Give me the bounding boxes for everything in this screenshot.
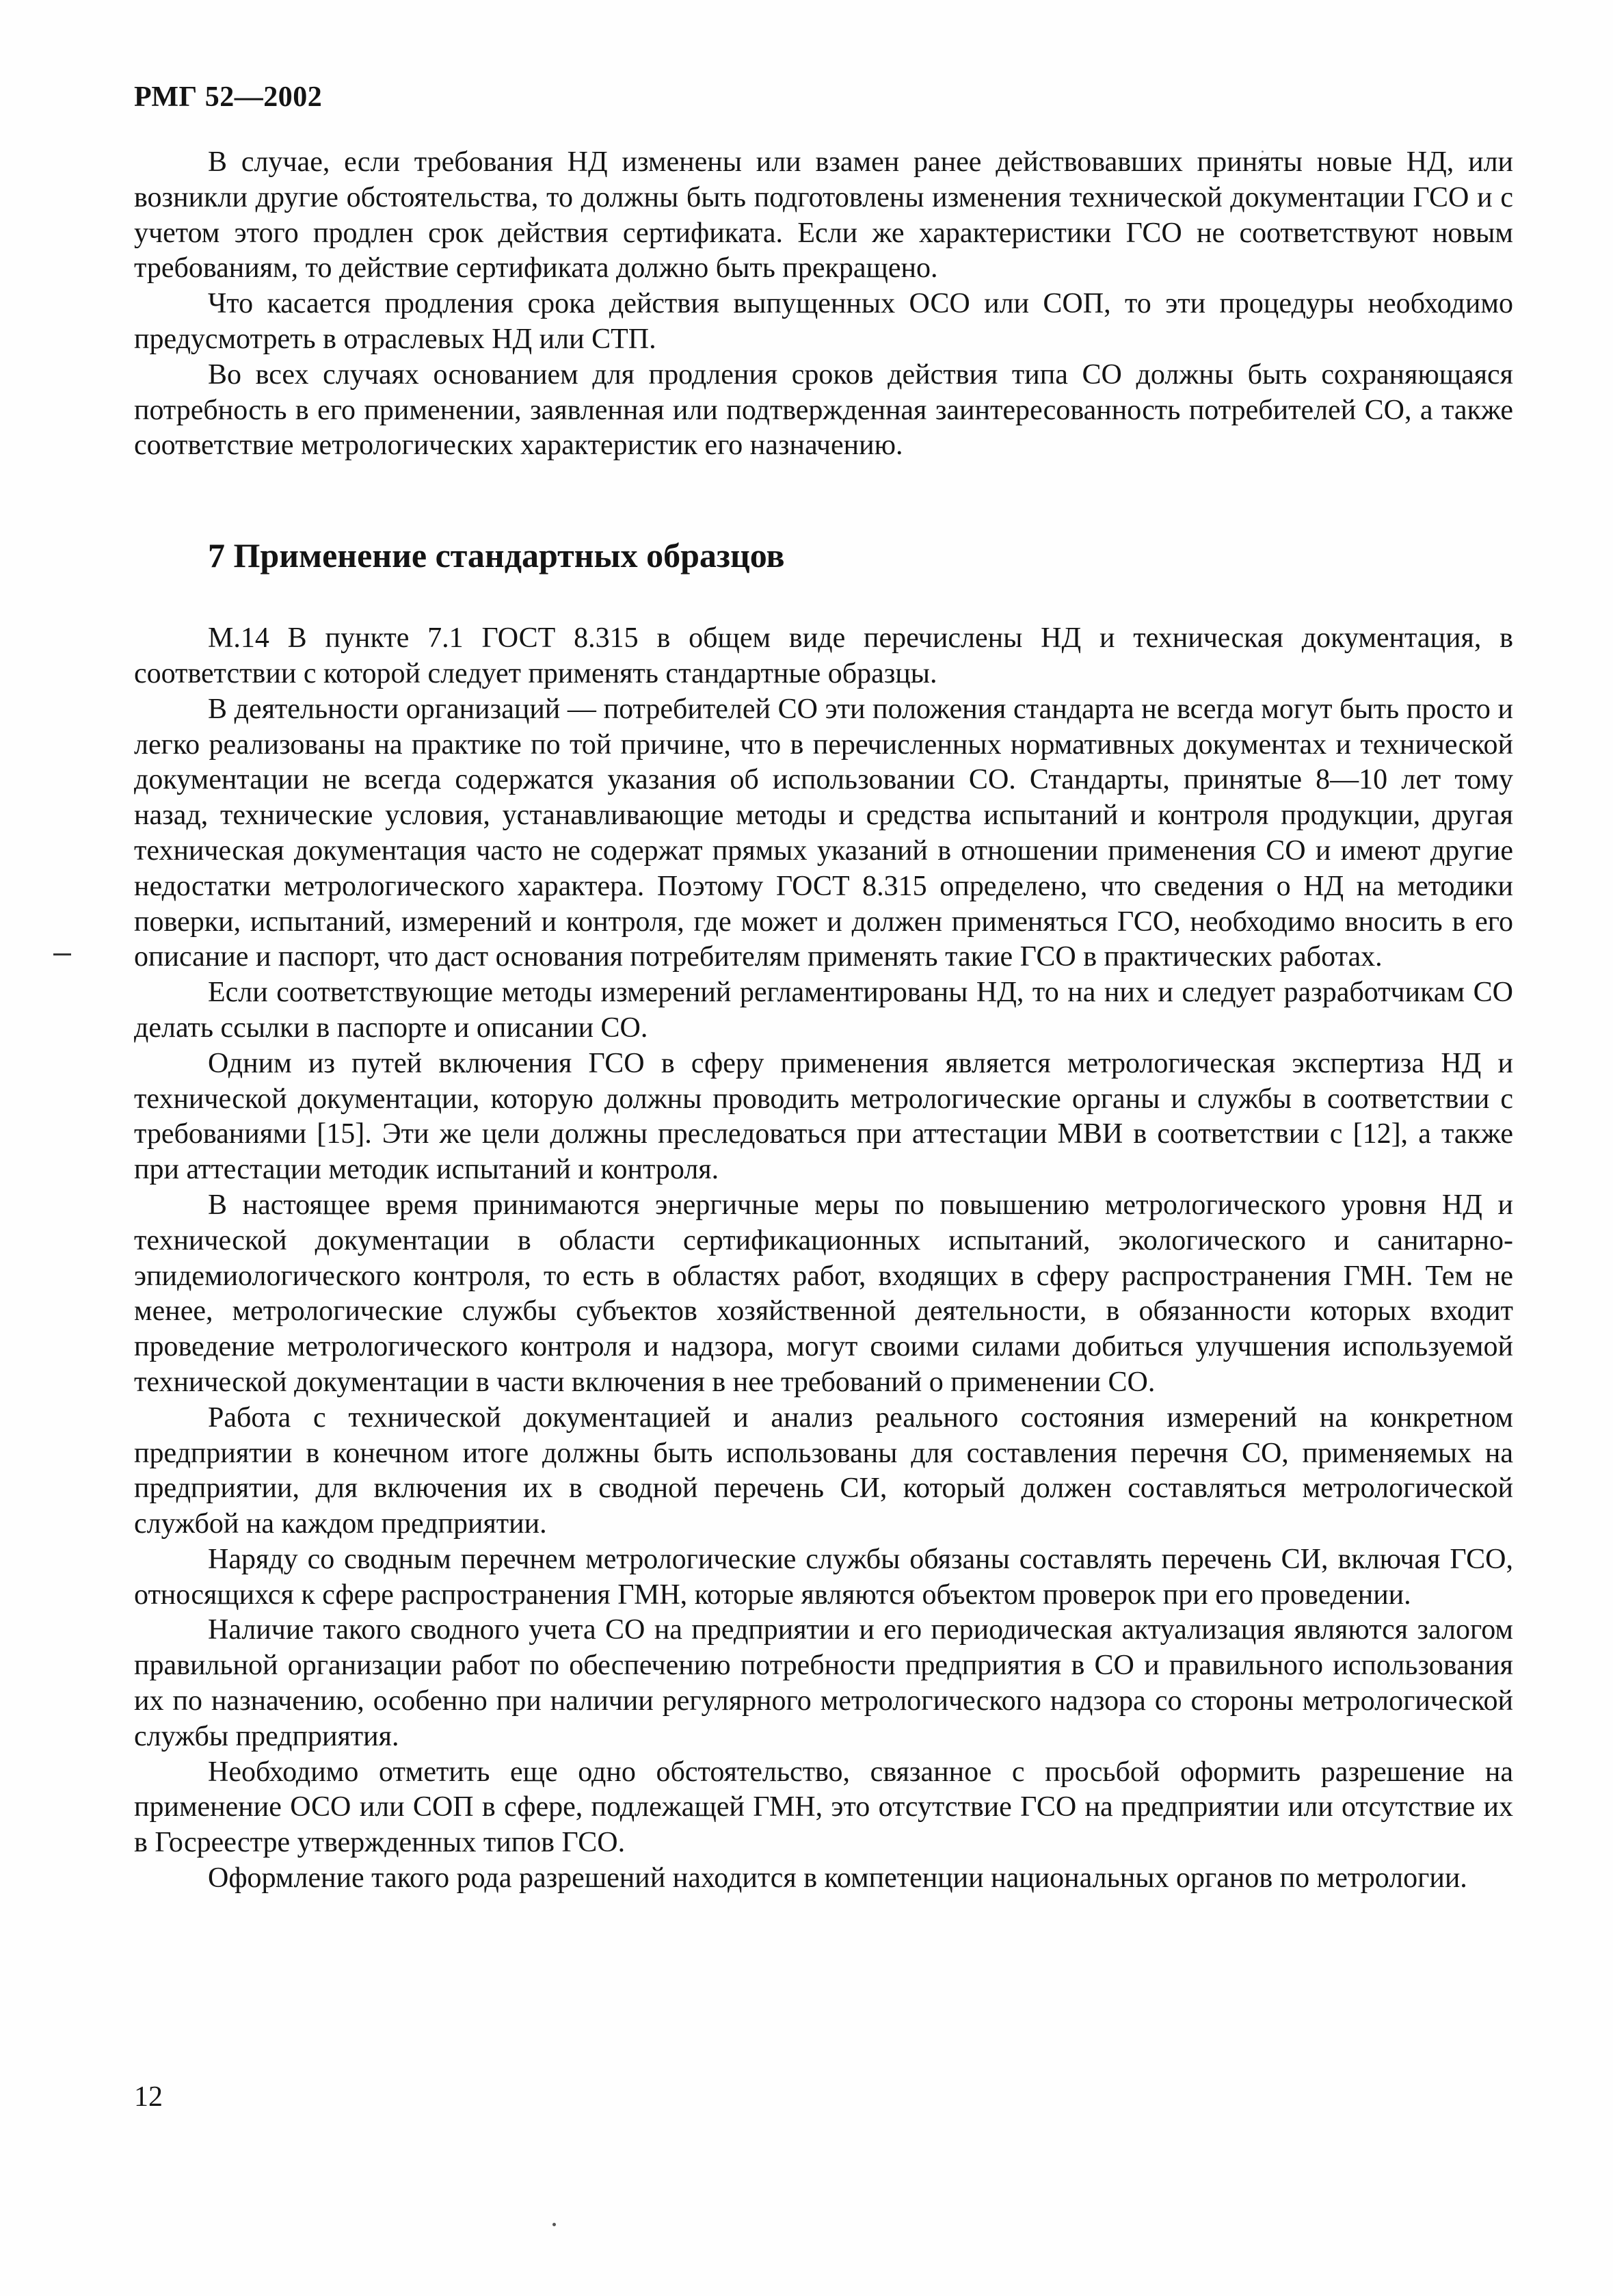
margin-dash-mark	[53, 953, 71, 955]
paragraph: В деятельности организаций — потребителей СО эти положения стандарта не всегда могут быть просто и легко реализованы на практике по той причине, что в перечисленных нормативных документах и технической документации не всегда содержатся указания об использовании СО. Стандарты, принятые 8—10 лет тому назад, технические условия, устанавливающие методы и средства испытаний и контроля продукции, другая техническая документация часто не содержат прямых указаний в отношении применения СО и имеют другие недостатки метрологического характера. Поэтому ГОСТ 8.315 определено, что сведения о НД на методики поверки, испытаний, измерений и контроля, где может и должен применяться ГСО, необходимо вносить в его описание и паспорт, что даст основания потребителям применять такие ГСО в практических работах.	[134, 693, 1513, 973]
paragraph: Наряду со сводным перечнем метрологические службы обязаны составлять перечень СИ, включая ГСО, относящихся к сфере распространения ГМН, которые являются объектом проверок при его проведении.	[134, 1543, 1513, 1611]
paragraph: Во всех случаях основанием для продления сроков действия типа СО должны быть сохраняющаяся потребность в его применении, заявленная или подтвержденная заинтересованность потребителей СО, а также соответствие метрологических характеристик его назначению.	[134, 358, 1513, 462]
paragraph: В настоящее время принимаются энергичные меры по повышению метрологического уровня НД и технической документации в области сертификационных испытаний, экологического и санитарно-эпидемиологического контроля, то есть в областях работ, входящих в сферу распространения ГМН. Тем не менее, метрологические службы субъектов хозяйственной деятельности, в обязанности которых входит проведение метрологического контроля и надзора, могут своими силами добиться улучшения используемой технической документации в части включения в нее требований о применении СО.	[134, 1189, 1513, 1398]
document-body	[134, 145, 1513, 1897]
paragraph: Необходимо отметить еще одно обстоятельство, связанное с просьбой оформить разрешение на применение ОСО или СОП в сфере, подлежащей ГМН, это отсутствие ГСО на предприятии или отсутствие их в Госреестре утвержденных типов ГСО.	[134, 1756, 1513, 1859]
paragraph: Работа с технической документацией и анализ реального состояния измерений на конкретном предприятии в конечном итоге должны быть использованы для составления перечня СО, применяемых на предприятии, для включения их в сводной перечень СИ, который должен составляться метрологической службой на каждом предприятии.	[134, 1401, 1513, 1540]
paragraph: Наличие такого сводного учета СО на предприятии и его периодическая актуализация являются залогом правильной организации работ по обеспечению потребности предприятия в СО и правильного использования их по назначению, особенно при наличии регулярного метрологического надзора со стороны метрологической службы предприятия.	[134, 1614, 1513, 1752]
section-heading: 7 Применение стандартных образцов	[208, 536, 785, 575]
paragraph: Оформление такого рода разрешений находится в компетенции национальных органов по метрологии.	[208, 1862, 1467, 1895]
scan-speck	[552, 2223, 556, 2226]
paragraph: В случае, если требования НД изменены или взамен ранее действовавших приняты новые НД, или возникли другие обстоятельства, то должны быть подготовлены изменения технической документации ГСО и с учетом этого продлен срок действия сертификата. Если же характеристики ГСО не соответствуют новым требованиям, то действие сертификата должно быть прекращено.	[134, 146, 1513, 285]
paragraph: Что касается продления срока действия выпущенных ОСО или СОП, то эти процедуры необходимо предусмотреть в отраслевых НД или СТП.	[134, 288, 1513, 355]
paragraph: Одним из путей включения ГСО в сферу применения является метрологическая экспертиза НД и технической документации, которую должны проводить метрологические органы и службы в соответствии с требованиями [15]. Эти же цели должны преследоваться при аттестации МВИ в соответствии с [12], а также при аттестации методик испытаний и контроля.	[134, 1047, 1513, 1186]
paragraph: М.14 В пункте 7.1 ГОСТ 8.315 в общем виде перечислены НД и техническая документация, в соответствии с которой следует применять стандартные образцы.	[134, 622, 1513, 689]
page-number: 12	[134, 2081, 163, 2113]
paragraph: Если соответствующие методы измерений регламентированы НД, то на них и следует разработчикам СО делать ссылки в паспорте и описании СО.	[134, 977, 1513, 1044]
document-header: РМГ 52—2002	[134, 81, 323, 113]
